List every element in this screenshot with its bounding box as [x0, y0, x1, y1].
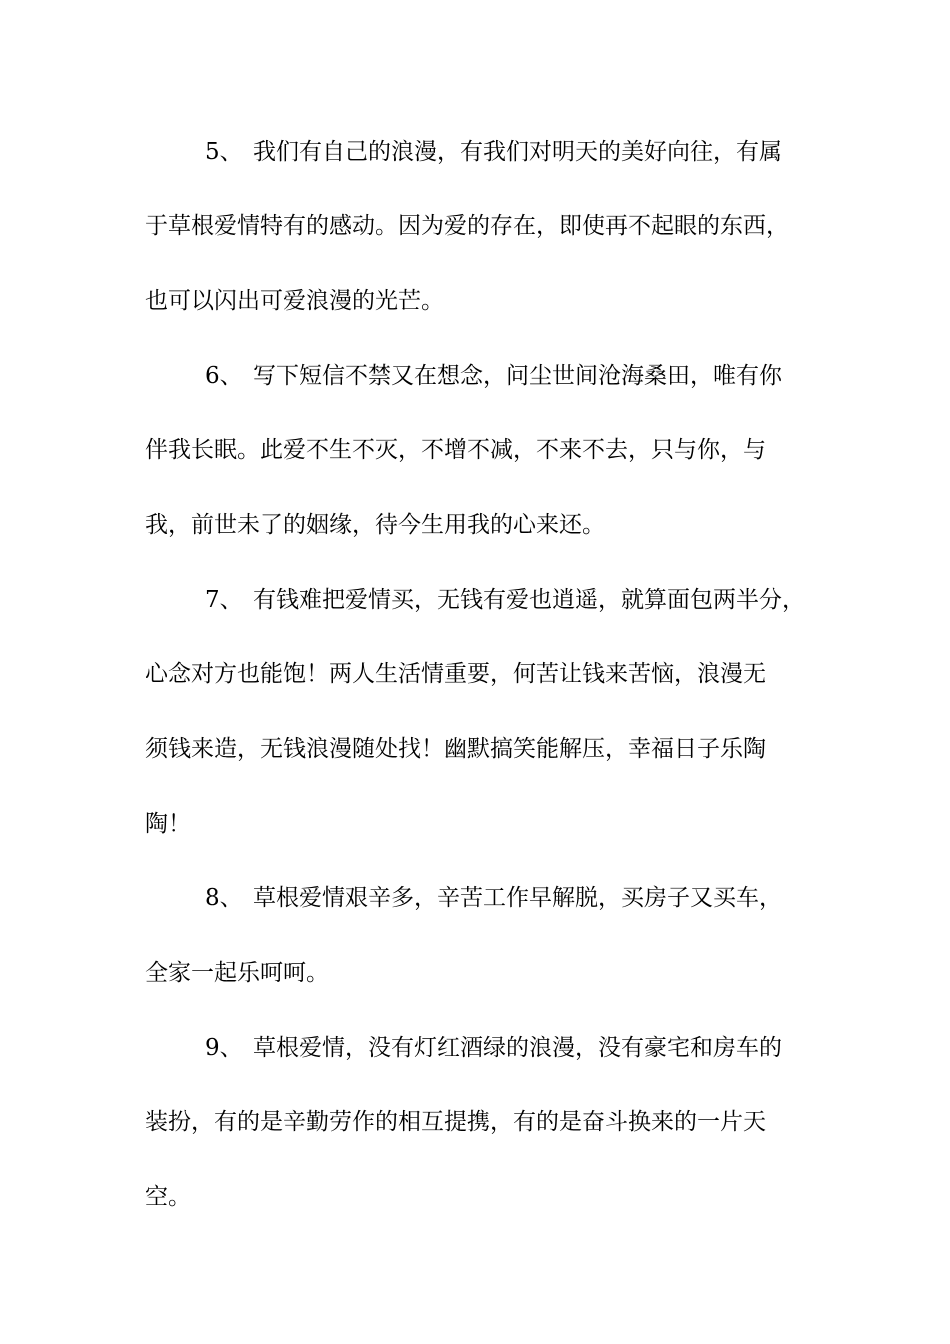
paragraph-7-line-1: [205, 584, 825, 616]
paragraph-6-text-1: 写下短信不禁又在想念，问尘世间沧海桑田，唯有你: [253, 363, 782, 389]
paragraph-8-text-1: 草根爱情艰辛多，辛苦工作早解脱，买房子又买车，: [253, 885, 782, 911]
paragraph-6-line-3: 我，前世未了的姻缘，待今生用我的心来还。: [145, 512, 605, 538]
paragraph-9-line-3: 空。: [145, 1184, 191, 1210]
paragraph-6-line-2: 伴我长眠。此爱不生不灭，不增不减，不来不去，只与你，与: [145, 437, 766, 463]
paragraph-6-line-1: [205, 360, 825, 392]
paragraph-5-line-3: 也可以闪出可爱浪漫的光芒。: [145, 288, 444, 314]
paragraph-9-number: 9、: [205, 1035, 243, 1061]
paragraph-9-line-2: 装扮，有的是辛勤劳作的相互提携，有的是奋斗换来的一片天: [145, 1109, 766, 1135]
paragraph-6-number: 6、: [205, 363, 243, 389]
paragraph-9-line-1: [205, 1032, 825, 1064]
paragraph-5-text-1: 我们有自己的浪漫，有我们对明天的美好向往，有属: [253, 139, 782, 165]
paragraph-8-line-2: 全家一起乐呵呵。: [145, 960, 329, 986]
paragraph-7-line-3: 须钱来造，无钱浪漫随处找！幽默搞笑能解压，幸福日子乐陶: [145, 736, 766, 762]
paragraph-8-number: 8、: [205, 885, 243, 911]
paragraph-5-line-1: [205, 136, 825, 168]
paragraph-8-line-1: [205, 882, 825, 914]
paragraph-5-number: 5、: [205, 139, 243, 165]
paragraph-7-text-1: 有钱难把爱情买，无钱有爱也逍遥，就算面包两半分，: [253, 587, 805, 613]
paragraph-7-number: 7、: [205, 587, 243, 613]
paragraph-7-line-4: 陶！: [145, 811, 191, 837]
paragraph-7-line-2: 心念对方也能饱！两人生活情重要，何苦让钱来苦恼，浪漫无: [145, 661, 766, 687]
paragraph-9-text-1: 草根爱情，没有灯红酒绿的浪漫，没有豪宅和房车的: [253, 1035, 782, 1061]
paragraph-5-line-2: 于草根爱情特有的感动。因为爱的存在，即使再不起眼的东西，: [145, 213, 789, 239]
